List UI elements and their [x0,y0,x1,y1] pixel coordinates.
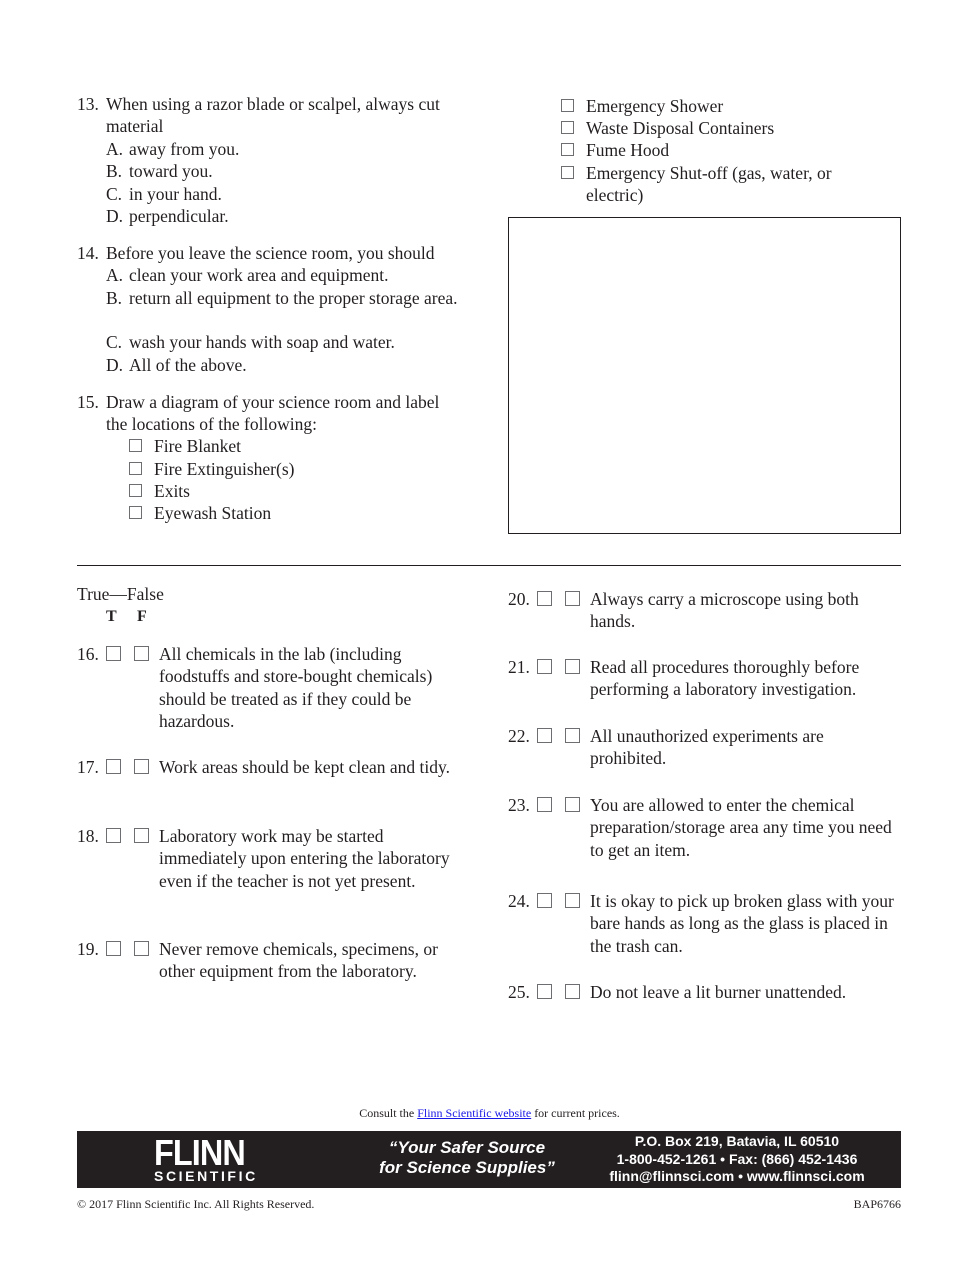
website-link[interactable]: Flinn Scientific website [417,1106,532,1120]
checkbox[interactable] [129,484,142,497]
option-letter: B. [106,161,123,181]
question-13 [77,93,477,233]
statement-text: You are allowed to enter the chemical preparation/storage area any time you need to get an item. [590,795,892,860]
tf-item-21 [508,656,908,701]
option-letter: D. [106,355,124,375]
statement-text: Always carry a microscope using both hands. [590,589,859,632]
option-letter: B. [106,288,123,308]
section-divider [77,565,901,566]
false-checkbox[interactable] [565,797,580,812]
checkbox[interactable] [561,166,574,179]
checklist-label: Fume Hood [586,140,670,160]
option-text: return all equipment to the proper storage area. [129,288,458,308]
question-text: Draw a diagram of your science room and label the locations of the following: [106,392,440,435]
option-text: clean your work area and equipment. [129,265,389,285]
false-checkbox[interactable] [134,646,149,661]
statement-text: Work areas should be kept clean and tidy. [159,757,450,777]
checklist-label: Fire Extinguisher(s) [154,459,295,479]
flinn-logo: FLINN [154,1132,245,1173]
true-checkbox[interactable] [537,893,552,908]
option-letter: C. [106,184,123,204]
item-number: 16. [77,644,99,664]
false-column-label: F [137,608,147,625]
email-web: flinn@flinnsci.com • www.flinnsci.com [609,1168,865,1184]
statement-text: Never remove chemicals, specimens, or other equipment from the laboratory. [159,939,438,982]
option-text: away from you. [129,139,240,159]
checkbox[interactable] [561,121,574,134]
option-text: toward you. [129,161,213,181]
tf-item-24 [508,890,908,960]
true-checkbox[interactable] [537,659,552,674]
false-checkbox[interactable] [134,759,149,774]
option-letter: A. [106,265,124,285]
checkbox[interactable] [129,462,142,475]
item-number: 24. [508,891,530,911]
tf-item-25 [508,981,908,1006]
true-checkbox[interactable] [537,984,552,999]
tf-item-22 [508,725,908,770]
option-letter: A. [106,139,124,159]
checklist-label: Fire Blanket [154,436,241,456]
checkbox[interactable] [561,99,574,112]
slogan [367,1138,567,1178]
true-checkbox[interactable] [106,828,121,843]
false-checkbox[interactable] [565,591,580,606]
statement-text: All unauthorized experiments are prohibited. [590,726,824,769]
statement-text: Laboratory work may be started immediately upon entering the laboratory even if the teacher is not yet present. [159,826,450,891]
statement-text: It is okay to pick up broken glass with your bare hands as long as the glass is placed in the trash can. [590,891,894,956]
tf-item-18 [77,825,477,915]
contact-info [587,1133,887,1186]
tf-item-19 [77,938,477,983]
item-number: 19. [77,939,99,959]
drawing-box[interactable] [508,217,901,534]
tf-item-23 [508,794,908,864]
consult-prefix: Consult the [359,1106,415,1120]
true-checkbox[interactable] [106,759,121,774]
question-number: 15. [77,392,99,412]
true-checkbox[interactable] [537,728,552,743]
statement-text: Read all procedures thoroughly before performing a laboratory investigation. [590,657,860,700]
question-number: 13. [77,94,99,114]
true-false-heading: True—False [77,584,164,604]
checklist-label: Emergency Shut-off (gas, water, or electric) [586,163,832,206]
consult-line [0,1106,979,1120]
scientific-logo-text: SCIENTIFIC [154,1168,258,1184]
item-number: 22. [508,726,530,746]
true-checkbox[interactable] [537,591,552,606]
checklist-label: Emergency Shower [586,96,724,116]
checklist-label: Exits [154,481,190,501]
option-letter: D. [106,206,124,226]
false-checkbox[interactable] [565,984,580,999]
checkbox[interactable] [561,143,574,156]
statement-text: All chemicals in the lab (including foodstuffs and store-bought chemicals) should be treated as if they could be hazardous. [159,644,433,732]
tf-item-17 [77,756,477,801]
true-column-label: T [106,608,117,625]
true-checkbox[interactable] [537,797,552,812]
question-text: When using a razor blade or scalpel, always cut material [106,94,440,137]
address: P.O. Box 219, Batavia, IL 60510 [634,1133,840,1149]
false-checkbox[interactable] [134,941,149,956]
checkbox[interactable] [129,439,142,452]
item-number: 18. [77,826,99,846]
footer-banner [77,1131,901,1188]
false-checkbox[interactable] [565,728,580,743]
option-text: perpendicular. [129,206,229,226]
question-text: Before you leave the science room, you should [106,243,435,263]
item-number: 17. [77,757,99,777]
checklist-label: Eyewash Station [154,503,272,523]
option-text: All of the above. [129,355,247,375]
document-code: BAP6766 [853,1197,901,1211]
consult-suffix: for current prices. [534,1106,620,1120]
phone-fax: 1-800-452-1261 • Fax: (866) 452-1436 [616,1150,858,1167]
item-number: 20. [508,589,530,609]
item-number: 25. [508,982,530,1002]
slogan-line-1: “Your Safer Source [388,1138,546,1157]
false-checkbox[interactable] [565,659,580,674]
option-letter: C. [106,332,123,352]
checklist-label: Waste Disposal Containers [586,118,775,138]
copyright: © 2017 Flinn Scientific Inc. All Rights Reserved. [77,1197,315,1211]
item-number: 21. [508,657,530,677]
tf-item-16 [77,643,477,733]
item-number: 23. [508,795,530,815]
checkbox[interactable] [129,506,142,519]
false-checkbox[interactable] [134,828,149,843]
tf-item-20 [508,588,908,633]
option-text: in your hand. [129,184,222,204]
question-14 [77,242,477,382]
question-number: 14. [77,243,99,263]
slogan-line-2: for Science Supplies” [379,1158,555,1177]
false-checkbox[interactable] [565,893,580,908]
true-checkbox[interactable] [106,941,121,956]
option-text: wash your hands with soap and water. [129,332,395,352]
true-checkbox[interactable] [106,646,121,661]
question-15 [77,391,477,531]
statement-text: Do not leave a lit burner unattended. [590,982,847,1002]
